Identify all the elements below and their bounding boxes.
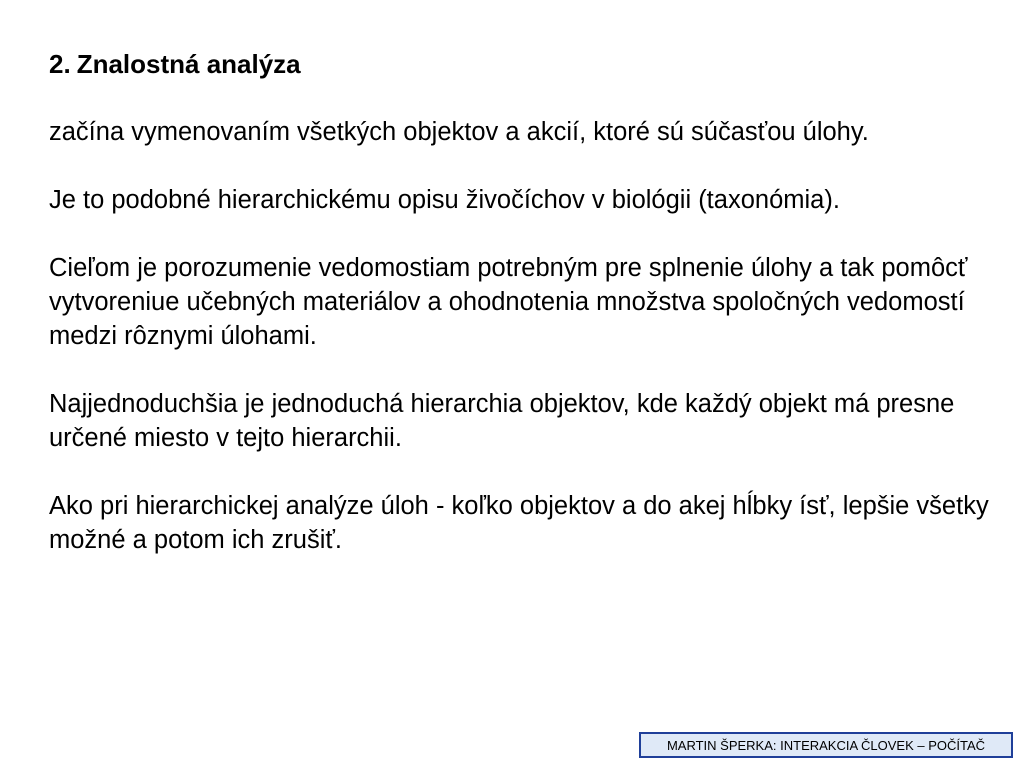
- paragraph-taxonomy: Je to podobné hierarchickému opisu živočíchov v biológii (taxonómia).: [49, 186, 840, 214]
- paragraph-intro: začína vymenovaním všetkých objektov a akcií, ktoré sú súčasťou úlohy.: [49, 118, 869, 146]
- paragraph-depth: Ako pri hierarchickej analýze úloh - koľko objektov a do akej hĺbky ísť, lepšie všetky možné a potom ich zrušiť.: [49, 492, 989, 554]
- slide-heading: [49, 47, 301, 81]
- paragraph-hierarchy: Najjednoduchšia je jednoduchá hierarchia objektov, kde každý objekt má presne určené miesto v tejto hierarchii.: [49, 390, 955, 452]
- slide-body: [49, 115, 989, 591]
- paragraph-goal: Cieľom je porozumenie vedomostiam potrebným pre splnenie úlohy a tak pomôcť vytvoreniue učebných materiálov a ohodnotenia množstva spoločných vedomostí medzi rôznymi úlohami.: [49, 254, 968, 350]
- heading-number: 2.: [49, 49, 71, 79]
- heading-title: Znalostná analýza: [76, 49, 301, 79]
- footer-caption: MARTIN ŠPERKA: INTERAKCIA ČLOVEK – POČÍTAČ: [639, 732, 1013, 758]
